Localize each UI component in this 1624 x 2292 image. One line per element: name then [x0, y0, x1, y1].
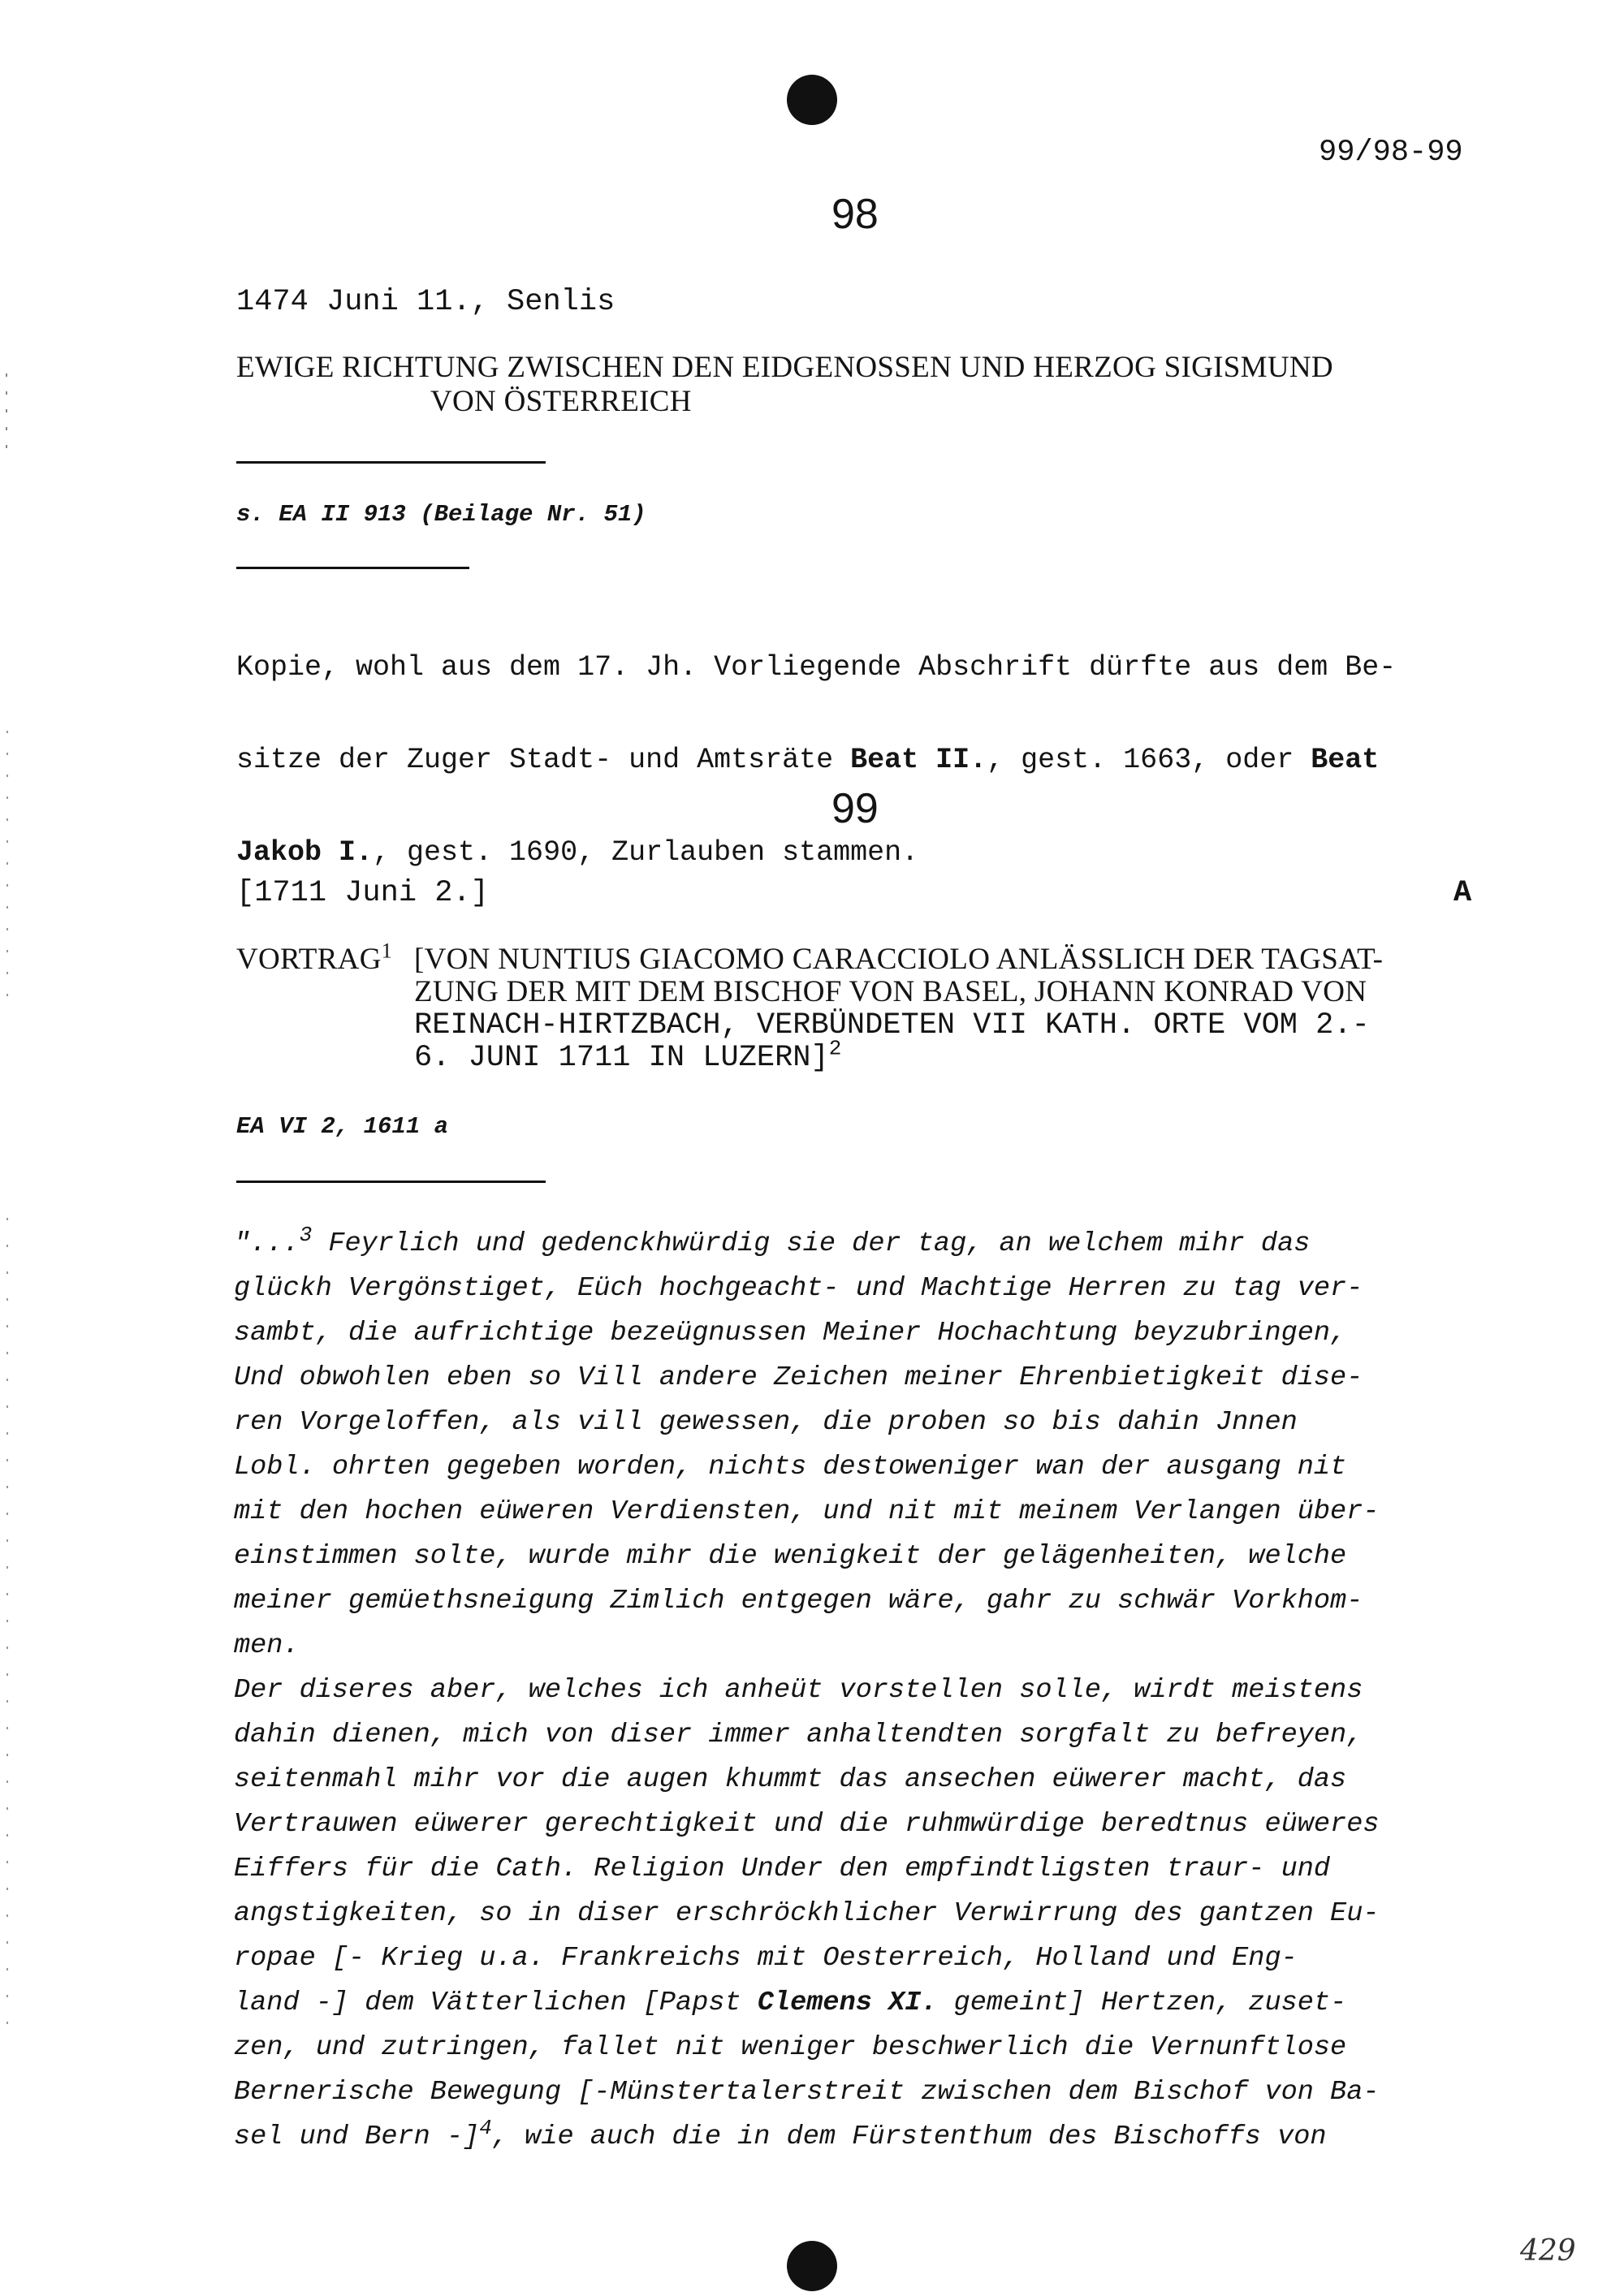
title-line4-text: 6. JUNI 1711 IN LUZERN]	[414, 1041, 829, 1075]
ellipsis-quote: "...	[234, 1228, 300, 1259]
body-line-17: ropae [- Krieg u.a. Frankreichs mit Oesterreich, Holland und Eng-	[234, 1943, 1298, 1974]
body-line-19: zen, und zutringen, fallet nit weniger beschwerlich die Vernunftlose	[234, 2032, 1347, 2063]
divider-3	[236, 1181, 546, 1183]
note-text: , gest. 1663, oder	[987, 744, 1311, 776]
footnote-ref-3: 3	[299, 1222, 313, 1247]
body-line-6: Lobl. ohrten gegeben worden, nichts destoweniger wan der ausgang nit	[234, 1452, 1347, 1483]
body-line-18	[234, 1987, 1346, 2019]
body-text: , wie auch die in dem Fürstenthum des Bischoffs von	[491, 2122, 1327, 2152]
body-line-20: Bernerische Bewegung [-Münstertalerstreit zwischen dem Bischof von Ba-	[234, 2077, 1380, 2108]
reference-code: 99/98-99	[1319, 136, 1463, 170]
divider-2	[236, 567, 469, 569]
footnote-ref-2: 2	[828, 1036, 842, 1061]
body-line-12: dahin dienen, mich von diser immer anhaltendten sorgfalt zu befreyen,	[234, 1720, 1363, 1750]
body-text: sel und Bern -]	[234, 2122, 480, 2152]
punch-hole-bottom	[787, 2241, 837, 2291]
person-jakob-i: Jakob I.	[236, 836, 374, 869]
entry-99-title-line1: [VON NUNTIUS GIACOMO CARACCIOLO ANLÄSSLICH DER TAGSAT-	[414, 943, 1384, 976]
entry-99-title-line4	[414, 1036, 842, 1075]
body-line-9: meiner gemüethsneigung Zimlich entgegen wäre, gahr zu schwär Vorkhom-	[234, 1586, 1363, 1616]
body-line-5: ren Vorgeloffen, als vill gewessen, die proben so bis dahin Jnnen	[234, 1407, 1298, 1438]
entry-99-date: [1711 Juni 2.]	[236, 876, 489, 910]
entry-98-number: 98	[831, 191, 879, 238]
entry-99-title-line3: REINACH-HIRTZBACH, VERBÜNDETEN VII KATH. ORTE VOM 2.-	[414, 1008, 1370, 1042]
body-line-4: Und obwohlen eben so Vill andere Zeichen meiner Ehrenbietigkeit dise-	[234, 1362, 1363, 1393]
entry-98-date-place: 1474 Juni 11., Senlis	[236, 285, 615, 319]
note-text: , gest. 1690, Zurlauben stammen.	[373, 836, 919, 869]
entry-99-title-label	[236, 939, 393, 976]
body-line-14: Vertrauwen eüwerer gerechtigkeit und die ruhmwürdige beredtnus eüweres	[234, 1809, 1380, 1840]
divider-1	[236, 461, 546, 464]
entry-99-number: 99	[831, 785, 879, 832]
body-line-13: seitenmahl mihr vor die augen khummt das ansechen eüwerer macht, das	[234, 1764, 1347, 1795]
body-line-3: sambt, die aufrichtige bezeügnussen Meiner Hochachtung beyzubringen,	[234, 1318, 1347, 1349]
body-line-10: men.	[234, 1630, 300, 1661]
body-line-11: Der diseres aber, welches ich anheüt vorstellen solle, wirdt meistens	[234, 1675, 1363, 1706]
entry-99-title-line2: ZUNG DER MIT DEM BISCHOF VON BASEL, JOHANN KONRAD VON	[414, 975, 1367, 1008]
title-label-text: VORTRAG	[236, 943, 382, 976]
handwritten-page-number: 429	[1520, 2234, 1576, 2268]
note-line-2	[236, 745, 1396, 775]
body-line-1	[234, 1222, 1311, 1260]
entry-98-title-line2: VON ÖSTERREICH	[430, 385, 692, 418]
person-beat-ii: Beat II.	[850, 744, 987, 776]
body-line-16: angstigkeiten, so in diser erschröckhlicher Verwirrung des gantzen Eu-	[234, 1898, 1380, 1929]
note-line-1: Kopie, wohl aus dem 17. Jh. Vorliegende Abschrift dürfte aus dem Be-	[236, 651, 1397, 684]
entry-99-reference: EA VI 2, 1611 a	[236, 1113, 449, 1140]
person-beat: Beat	[1311, 744, 1380, 776]
note-text: sitze der Zuger Stadt- und Amtsräte	[236, 744, 851, 776]
body-line-2: glückh Vergönstiget, Eüch hochgeacht- und Machtige Herren zu tag ver-	[234, 1273, 1363, 1304]
body-text: land -] dem Vätterlichen [Papst	[234, 1988, 758, 2018]
entry-98-title-line1: EWIGE RICHTUNG ZWISCHEN DEN EIDGENOSSEN UND HERZOG SIGISMUND	[236, 351, 1333, 384]
footnote-ref-4: 4	[479, 2115, 492, 2140]
punch-hole-top	[787, 75, 837, 125]
body-line-8: einstimmen solte, wurde mihr die wenigkeit der gelägenheiten, welche	[234, 1541, 1347, 1572]
body-line-15: Eiffers für die Cath. Religion Under den empfindtligsten traur- und	[234, 1854, 1331, 1884]
entry-99-version-label: A	[1453, 876, 1472, 910]
body-text: gemeint] Hertzen, zuset-	[937, 1988, 1347, 2018]
note-line-3	[236, 837, 1396, 868]
body-text: Feyrlich und gedenckhwürdig sie der tag, an welchem mihr das	[312, 1228, 1311, 1259]
scan-edge-marks	[0, 0, 11, 2292]
body-line-21	[234, 2115, 1327, 2153]
person-clemens-xi: Clemens XI.	[757, 1988, 938, 2018]
body-line-7: mit den hochen eüweren Verdiensten, und nit mit meinem Verlangen über-	[234, 1496, 1380, 1527]
footnote-ref-1: 1	[381, 939, 393, 963]
entry-98-reference: s. EA II 913 (Beilage Nr. 51)	[236, 501, 646, 528]
